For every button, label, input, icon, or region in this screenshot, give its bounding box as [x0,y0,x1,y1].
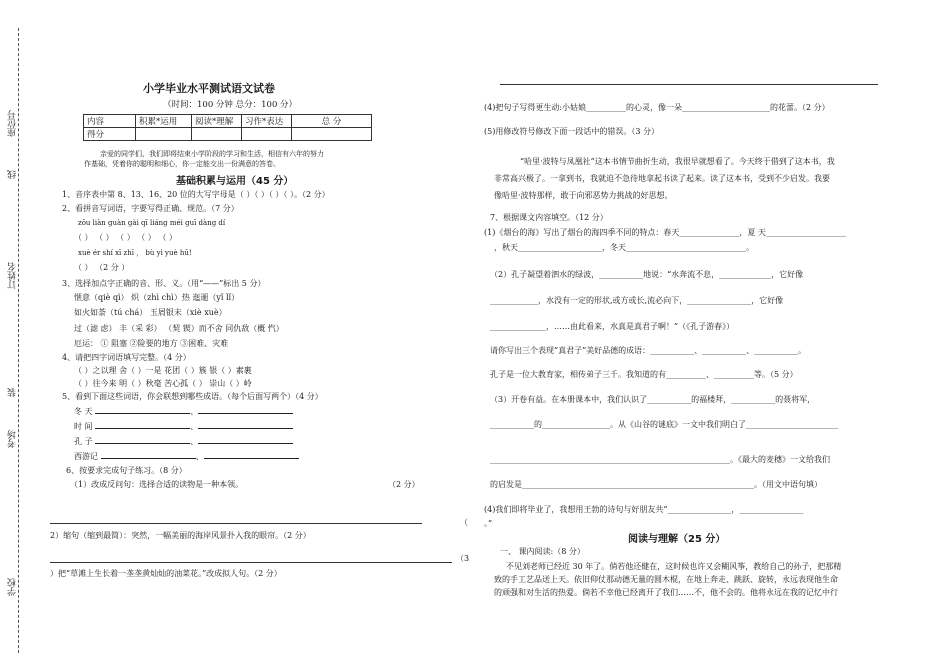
table-cell: 阅读*理解 [192,115,242,128]
q3-line-3[interactable]: 过（滤 虑） 丰（采 彩） （契 锲）而不舍 同仇敌（概 忾） [74,324,284,333]
q7-part-3-line-2[interactable]: ___________的_________________。从《山谷的谜底》一文中我们明白了_______________________ [490,420,838,429]
q7-part-2-disciples[interactable]: 孔子是一位大教育家，相传弟子三千。我知道的有__________、__________等。（5 分） [490,370,798,379]
score-input-cell[interactable] [136,128,192,141]
q7-part-3-line-1[interactable]: （3）开卷有益。在本册课本中，我们认识了___________的福楼拜，___________的聂将军， [490,395,816,404]
q7-part-2-idioms[interactable]: 请你写出三个表现“真君子”美好品德的成语：___________、___________、___________。 [490,346,807,355]
seat-number-label: 座位号 [8,110,18,137]
question-1: 1、音序表中第 8、13、16、20 位的大写字母是（ ）（ ）（ ）（ ）。（2 分） [62,190,330,199]
right-column [480,0,950,672]
section2-title: 阅读与理解（25 分） [628,534,726,545]
intro-line-2: 作基础，凭着你的聪明和细心，你一定能交出一份满意的答卷。 [84,160,280,168]
q5-item-winter[interactable]: 冬 天 、 [74,405,293,417]
q7-part-3-line-3[interactable]: ____________________________________________________________。《最大的麦穗》一文给我们 [490,455,830,464]
question-3: 3、选择加点字正确的音、形、义。（用“——”标出 5 分） [62,279,266,288]
answer-blank[interactable] [204,450,299,459]
q6-part-3: ）把“草滩上生长着一垄垄黄灿灿的油菜花。”改成拟人句。（2 分） [50,569,282,578]
reading-passage-line-2: 致的手工艺品送上天。依旧仰仗那动德无量的圆木棍，在地上奔走、跳跃、旋转，永远表现他生命 [494,575,838,584]
answer-blank[interactable] [198,435,293,444]
score-input-cell[interactable] [242,128,292,141]
q4-line-2[interactable]: （ ）往今来 明（ ）秋毫 苦心孤（ ） 崇山（ ）岭 [74,379,252,388]
q5-item-journey-west[interactable]: 西游记 、 [74,450,299,462]
reading-passage-line-1: 不见刘老师已经近 30 年了。倘若他还健在，这时候也许又会糊风筝，教给自己的孙子，把那精 [506,562,842,571]
q5-item-label: 西游记 [74,452,98,461]
answer-blank[interactable] [95,435,190,444]
section1-title: 基础积累与运用（45 分） [176,176,294,187]
q2-pinyin-row-2: xuè ér shí xī zhī ， bù yì yuè hū! [78,249,192,257]
q7-part-4-line-2: 。” [484,519,493,528]
question-4: 4、请把四字词语填写完整。（4 分） [62,353,191,362]
reading-passage-line-3: 的顽强和对生活的热爱。倘若不幸他已经离开了我们……不，他不会的。他将永远在我的记忆中行 [494,588,838,597]
table-cell: 总 分 [292,115,372,128]
answer-line[interactable] [50,523,422,524]
answer-blank[interactable] [101,450,196,459]
q2-blanks-row-1[interactable]: （ ） （ ） （ ） （ ） （ ） [74,233,177,242]
question-5: 5、看到下面这些词语，你会联想到哪些成语。（每个后面写两个）（4 分） [62,392,323,401]
answer-blank[interactable] [198,405,293,414]
table-cell: 积累*运用 [136,115,192,128]
answer-blank[interactable] [95,405,190,414]
score-table-header-row [84,115,372,128]
question-2: 2、看拼音写词语，字要写得正确、规范。（7 分） [62,204,239,213]
question-6: 6、按要求完成句子练习。（8 分） [66,466,187,475]
q6-part-4[interactable]: (4)把句子写得更生动:小姑娘__________的心灵，像一朵______________________的花蕾。（2 分） [484,103,830,112]
score-input-cell[interactable] [292,128,372,141]
q6-part-3-paren: （3 [456,554,470,563]
binding-bind-label: 装 [8,388,18,397]
q5-item-time[interactable]: 时 间 、 [74,420,293,432]
question-7: 7、根据课文内容填空。（12 分） [490,213,608,222]
school-label: 学校 [8,578,18,596]
table-cell: 习作*表达 [242,115,292,128]
table-cell: 内容 [84,115,136,128]
score-table [83,114,372,141]
intro-line-1: 亲爱的同学们，我们即将结束小学阶段的学习和生活，相信有六年的努力 [100,150,324,158]
score-table-score-row [84,128,372,141]
left-column [48,0,478,672]
q7-part-2-line-2[interactable]: ____________，水没有一定的形状,或方或长,流必向下，________________，它好像 [490,296,784,305]
name-label: 订姓名 [8,262,18,289]
q7-part-3-line-4[interactable]: 的启发是__________________________________________________________。（用文中语句填） [490,480,822,489]
q7-part-2-line-1[interactable]: （2）孔子凝望着泗水的绿波，___________地说：“水奔流不息，_____________，它好像 [490,270,804,279]
q3-line-1[interactable]: 惬意（qiè qì） 炽（zhì chì）热 迤逦（yǐ lǐ） [74,293,240,302]
table-cell: 得分 [84,128,136,141]
q5-item-label: 时 间 [74,422,93,431]
q6-part-1-score: （2 分） [388,480,420,489]
q6-part-2-paren: （ [460,518,468,527]
exam-room-label: 考场 [8,430,18,448]
answer-blank[interactable] [198,420,293,429]
q7-part-4-line-1[interactable]: (4)我们即将毕业了，我想用王勃的诗句与好朋友共“________________，________________ [484,505,804,514]
q6-5-passage-line-1: “哈里·波特与凤凰社”这本书情节曲折生动，我很早就想看了。今天终于借到了这本书，我 [520,157,835,166]
answer-line[interactable] [500,84,878,85]
q6-part-2: 2）缩句（缩到最简）：突然，一幅美丽的海岸风景扑入我的眼帘。（2 分） [50,531,311,540]
q7-part-2-line-3[interactable]: ______________，……由此看来，水真是真君子啊！”（《孔子游春》） [490,322,735,331]
q7-part-1-line-1[interactable]: (1)《烟台的海》写出了烟台的海四季不同的特点：春天_______________，夏 天____________________ [484,228,846,237]
answer-line[interactable] [50,562,452,563]
q5-item-confucius[interactable]: 孔 子 、 [74,435,293,447]
q3-line-2[interactable]: 如火如荼（tú chá） 玉屑银末（xiè xuè） [74,308,227,317]
exam-subtitle: （时间：100 分钟 总分：100 分） [163,100,298,110]
q2-blanks-row-2[interactable]: （ ） （2 分 ） [74,263,130,272]
q6-5-passage-line-2: 非常高兴极了。一拿到书，我就迫不急待地拿起书读了起来。读了这本书，受到不少启发。我要 [494,174,830,183]
binding-line-label: 线 [8,170,18,179]
q6-part-1: （1）改成反问句：选择合适的读物是一种本领。 [70,480,244,489]
q6-5-passage-line-3: 像哈里·波特那样，敢于向邪恶势力挑战的好思想。 [494,191,673,200]
page-title: 小学毕业水平测试语文试卷 [143,82,275,95]
q7-part-1-line-2[interactable]: ，秋天_____________________，冬天______________________________。 [494,243,754,252]
q6-part-5: (5)用修改符号修改下面一段话中的错误。（3 分） [484,127,659,136]
q5-item-label: 冬 天 [74,407,93,416]
q5-item-label: 孔 子 [74,437,93,446]
answer-blank[interactable] [95,420,190,429]
q2-pinyin-row-1: zōu liàn guàn gài qī liáng méi guī dàng dí [78,219,226,227]
q4-line-1[interactable]: （ ）之以理 舍（ ）一是 花团（ ）簇 银（ ）素裹 [74,366,252,375]
reading-heading: 一、 课内阅读:（8 分） [500,547,585,556]
q3-line-4[interactable]: 厄运： ① 阻塞 ②险要的地方 ③困难、灾难 [74,339,229,348]
score-input-cell[interactable] [192,128,242,141]
